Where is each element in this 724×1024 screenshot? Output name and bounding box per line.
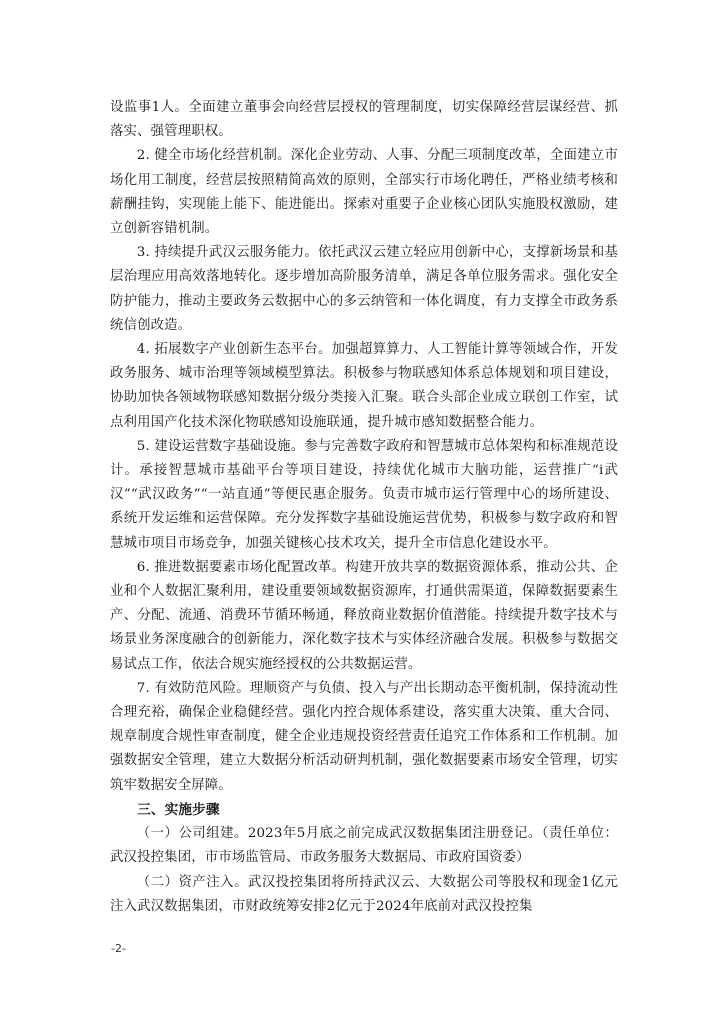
paragraph-2: 2. 健全市场化经营机制。深化企业劳动、人事、分配三项制度改革，全面建立市场化用工制度，经营层按照精简高效的原则，全部实行市场化聘任，严格业绩考核和薪酬挂钩，实现能上能下、能进能出。探索对重要子企业核心团队实施股权激励，建立创新容错机制。 [110,148,618,237]
paragraph-3: 3. 持续提升武汉云服务能力。依托武汉云建立轻应用创新中心，支撑新场景和基层治理应用高效落地转化。逐步增加高阶服务清单，满足各单位服务需求。强化安全防护能力，推动主要政务云数据中心的多云纳管和一体化调度，有力支撑全市政务系统信创改造。 [110,245,618,333]
document-body [110,96,618,919]
paragraph-4: 4. 拓展数字产业创新生态平台。加强超算算力、人工智能计算等领域合作，开发政务服务、城市治理等领域模型算法。积极参与物联感知体系总体规划和项目建设，协助加快各领域物联感知数据分级分类接入汇聚。联合头部企业成立联创工作室，试点利用国产化技术深化物联感知设施联通，提升城市感知数据整合能力。 [110,342,618,430]
paragraph-8: （一）公司组建。2023年5月底之前完成武汉数据集团注册登记。（责任单位：武汉投控集团，市市场监管局、市政务服务大数据局、市政府国资委） [110,826,618,866]
paragraph-6: 6. 推进数据要素市场化配置改革。构建开放共享的数据资源体系，推动公共、企业和个人数据汇聚利用，建设重要领域数据资源库，打通供需渠道，保障数据要素生产、分配、流通、消费环节循环畅通，释放商业数据价值潜能。持续提升数字技术与场景业务深度融合的创新能力，深化数字技术与实体经济融合发展。积极参与数据交易试点工作，依法合规实施经授权的公共数据运营。 [110,559,618,672]
paragraph-1: 设监事1人。全面建立董事会向经营层授权的管理制度，切实保障经营层谋经营、抓落实、强管理职权。 [110,100,618,140]
section-heading: 三、实施步骤 [137,801,220,818]
paragraph-5: 5. 建设运营数字基础设施。参与完善数字政府和智慧城市总体架构和标准规范设计。承接智慧城市基础平台等项目建设，持续优化城市大脑功能，运营推广“i武汉”“武汉政务”“一站直通”等便民惠企服务。负责市城市运行管理中心的场所建设、系统开发运维和运营保障。充分发挥数字基础设施运营优势，积极参与数字政府和智慧城市项目市场竞争，加强关键核心技术攻关，提升全市信息化建设水平。 [110,438,618,551]
paragraph-9: （二）资产注入。武汉投控集团将所持武汉云、大数据公司等股权和现金1亿元注入武汉数据集团，市财政统筹安排2亿元于2024年底前对武汉投控集 [110,874,618,914]
paragraph-7: 7. 有效防范风险。理顺资产与负债、投入与产出长期动态平衡机制，保持流动性合理充裕，确保企业稳健经营。强化内控合规体系建设，落实重大决策、重大合同、规章制度合规性审查制度，健全企业违规投资经营责任追究工作体系和工作机制。加强数据安全管理，建立大数据分析活动研判机制，强化数据要素市场安全管理，切实筑牢数据安全屏障。 [110,680,618,793]
page-number: -2- [111,942,126,955]
